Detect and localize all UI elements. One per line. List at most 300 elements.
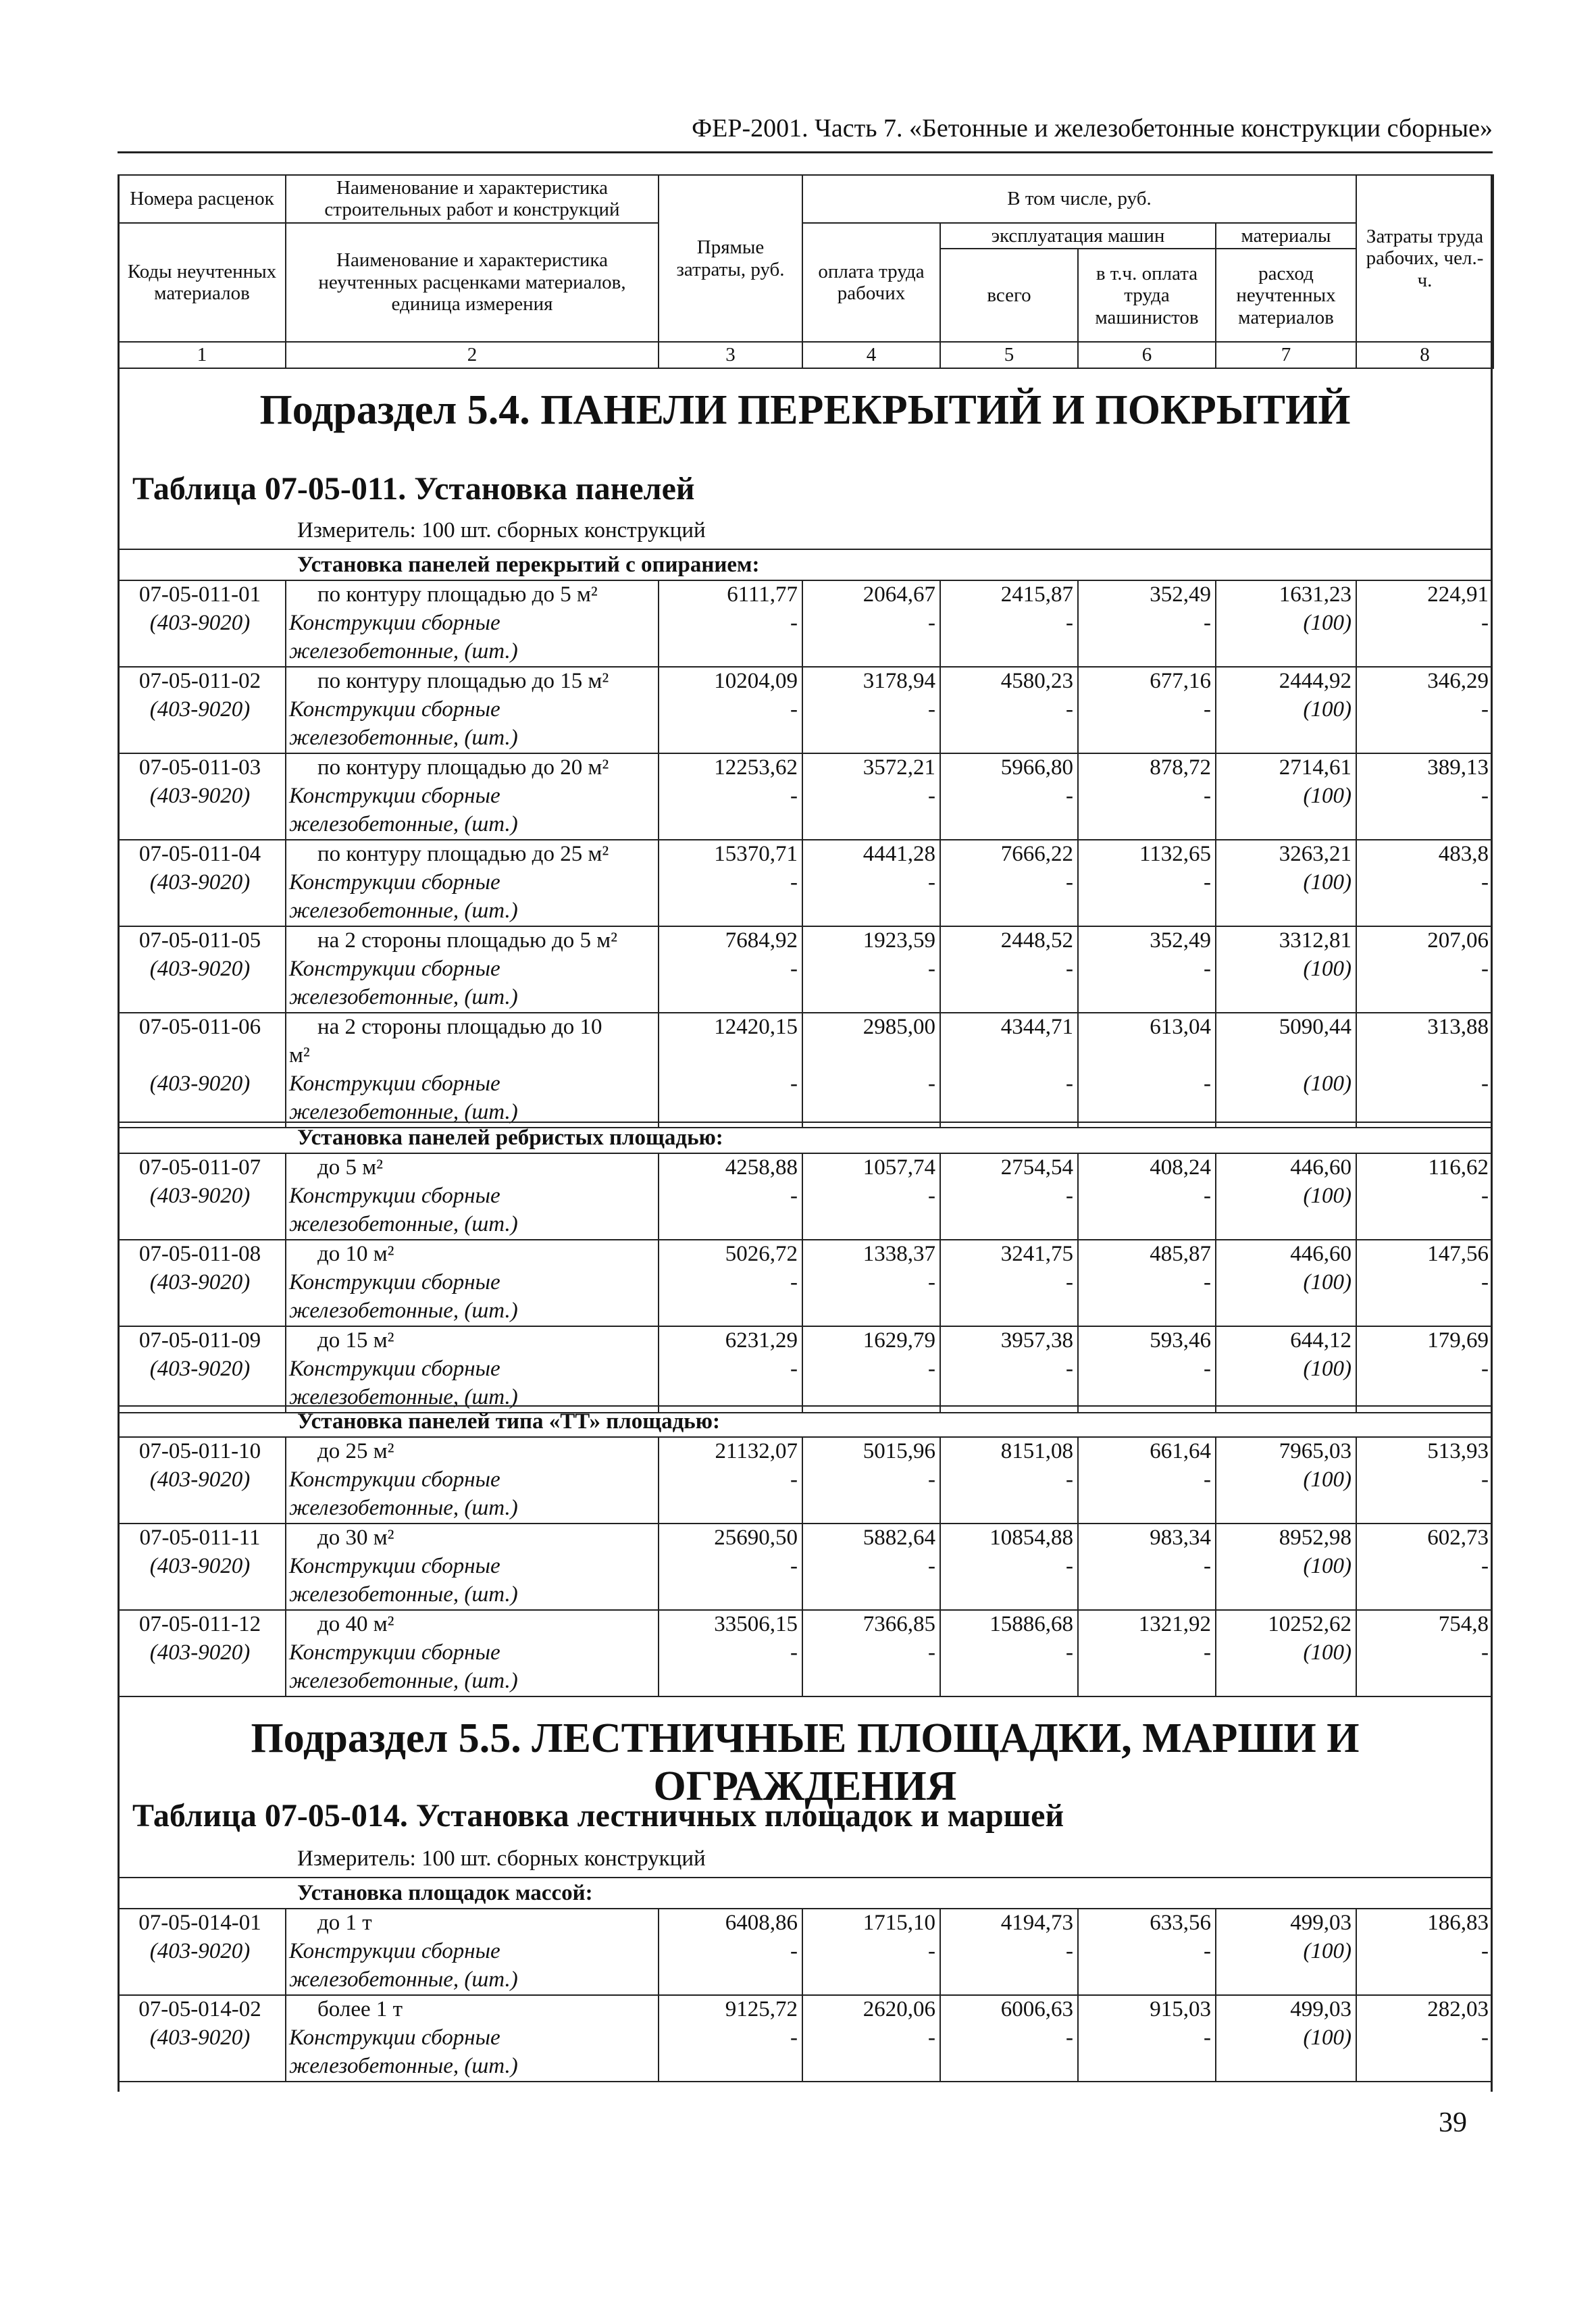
column-divider [802, 1239, 803, 1326]
column-divider [1356, 1609, 1357, 1696]
material-qty: (100) [1303, 2026, 1352, 2050]
value-dash: - [790, 611, 798, 635]
column-divider [802, 926, 803, 1012]
section-title: Подраздел 5.5. ЛЕСТНИЧНЫЕ ПЛОЩАДКИ, МАРШИ И ОГРАЖДЕНИЯ [251, 1715, 1360, 1809]
material-name: железобетонные, (шт.) [289, 726, 518, 750]
column-divider [658, 1436, 659, 1523]
material-code: (403-9020) [149, 697, 251, 722]
value-dash: - [1066, 1072, 1073, 1096]
rate-description: по контуру площадью до 25 м² [317, 842, 609, 866]
table-row-rule [118, 1908, 1493, 1909]
value-dash: - [790, 1467, 798, 1492]
value-cell: 313,88 [1427, 1015, 1489, 1039]
value-dash: - [1066, 870, 1073, 895]
material-name: железобетонные, (шт.) [289, 1496, 518, 1520]
value-cell: 7666,22 [1000, 842, 1073, 866]
header-direct: Прямые затраты, руб. [659, 175, 802, 342]
rate-code: 07-05-011-02 [138, 669, 261, 693]
rate-description: до 40 м² [317, 1612, 394, 1636]
rate-code: 07-05-011-01 [138, 582, 261, 607]
column-divider [1356, 1436, 1357, 1523]
value-dash: - [928, 1270, 935, 1294]
column-divider [285, 1326, 286, 1412]
column-divider [1356, 1523, 1357, 1609]
table-row-rule [118, 753, 1493, 754]
column-divider [939, 1239, 941, 1326]
value-dash: - [1204, 957, 1211, 981]
column-divider [1215, 1326, 1216, 1412]
value-cell: 513,93 [1427, 1439, 1489, 1463]
rate-code: 07-05-011-12 [138, 1612, 261, 1636]
material-qty: (100) [1303, 1270, 1352, 1294]
value-dash: - [1066, 1184, 1073, 1208]
value-cell: 4580,23 [1000, 669, 1073, 693]
header-machines: эксплуатация машин [940, 223, 1216, 249]
material-code: (403-9020) [149, 1640, 251, 1665]
column-divider [1077, 1326, 1079, 1412]
material-name: Конструкции сборные [289, 2026, 500, 2050]
value-dash: - [1204, 1939, 1211, 1963]
material-code: (403-9020) [149, 611, 251, 635]
material-code: (403-9020) [149, 1184, 251, 1208]
value-dash: - [1066, 1939, 1073, 1963]
table-row-rule [118, 839, 1493, 840]
header-material-names: Наименование и характеристика неучтенных расценками материалов, единица измерения [286, 223, 659, 342]
value-dash: - [790, 2026, 798, 2050]
material-name: железобетонные, (шт.) [289, 1582, 518, 1607]
value-cell: 633,56 [1150, 1911, 1211, 1935]
value-cell: 12253,62 [714, 755, 798, 780]
value-cell: 485,87 [1150, 1242, 1211, 1266]
material-code: (403-9020) [149, 1939, 251, 1963]
material-qty: (100) [1303, 1072, 1352, 1096]
value-cell: 2448,52 [1000, 928, 1073, 953]
value-dash: - [1481, 611, 1489, 635]
page-number: 39 [1439, 2107, 1467, 2138]
value-dash: - [928, 1184, 935, 1208]
value-dash: - [1204, 870, 1211, 895]
column-divider [802, 839, 803, 926]
column-divider [802, 753, 803, 839]
material-qty: (100) [1303, 784, 1352, 808]
rate-code: 07-05-011-11 [139, 1526, 261, 1550]
column-divider [1077, 926, 1079, 1012]
value-dash: - [1481, 957, 1489, 981]
value-cell: 352,49 [1150, 582, 1211, 607]
column-divider [285, 1609, 286, 1696]
group-rule [118, 1405, 1493, 1407]
value-dash: - [1066, 957, 1073, 981]
table-row-rule [118, 580, 1493, 581]
column-divider [1077, 753, 1079, 839]
value-dash: - [1481, 1939, 1489, 1963]
value-cell: 1629,79 [863, 1328, 935, 1353]
column-divider [658, 666, 659, 753]
value-cell: 9125,72 [725, 1997, 798, 2021]
value-cell: 7965,03 [1279, 1439, 1352, 1463]
column-divider [658, 1153, 659, 1239]
material-code: (403-9020) [149, 1270, 251, 1294]
value-cell: 186,83 [1427, 1911, 1489, 1935]
material-name: железобетонные, (шт.) [289, 1385, 518, 1409]
group-title: Установка панелей ребристых площадью: [297, 1126, 723, 1150]
column-divider [285, 1153, 286, 1239]
value-cell: 5090,44 [1279, 1015, 1352, 1039]
column-divider [1356, 753, 1357, 839]
material-qty: (100) [1303, 1467, 1352, 1492]
value-cell: 10854,88 [989, 1526, 1073, 1550]
column-divider [658, 839, 659, 926]
value-cell: 3572,21 [863, 755, 935, 780]
value-cell: 7366,85 [863, 1612, 935, 1636]
section-title: Подраздел 5.4. ПАНЕЛИ ПЕРЕКРЫТИЙ И ПОКРЫТИЙ [259, 387, 1351, 433]
value-dash: - [928, 1467, 935, 1492]
rate-code: 07-05-011-06 [138, 1015, 261, 1039]
material-name: Конструкции сборные [289, 1640, 500, 1665]
running-head: ФЕР-2001. Часть 7. «Бетонные и железобетонные конструкции сборные» [692, 114, 1493, 143]
value-cell: 389,13 [1427, 755, 1489, 780]
value-dash: - [928, 2026, 935, 2050]
column-divider [802, 1326, 803, 1412]
column-divider [1077, 1239, 1079, 1326]
value-dash: - [790, 1554, 798, 1578]
material-code: (403-9020) [149, 784, 251, 808]
column-divider [1356, 1908, 1357, 1994]
value-dash: - [928, 870, 935, 895]
column-divider [1077, 1523, 1079, 1609]
rate-description: на 2 стороны площадью до 10 [317, 1015, 602, 1039]
column-divider [1077, 580, 1079, 666]
value-cell: 10204,09 [714, 669, 798, 693]
column-divider [939, 1994, 941, 2081]
value-dash: - [790, 1939, 798, 1963]
material-code: (403-9020) [149, 957, 251, 981]
group-rule [118, 549, 1493, 550]
col-num: 2 [286, 342, 659, 368]
value-cell: 593,46 [1150, 1328, 1211, 1353]
column-divider [939, 839, 941, 926]
value-dash: - [1481, 1184, 1489, 1208]
rate-code: 07-05-011-08 [138, 1242, 261, 1266]
column-divider [285, 1239, 286, 1326]
col-num: 3 [659, 342, 802, 368]
value-dash: - [1481, 1554, 1489, 1578]
column-divider [802, 580, 803, 666]
column-divider [939, 1523, 941, 1609]
value-cell: 5026,72 [725, 1242, 798, 1266]
value-dash: - [928, 611, 935, 635]
material-name: Конструкции сборные [289, 870, 500, 895]
group-title: Установка панелей типа «ТТ» площадью: [297, 1409, 720, 1434]
value-cell: 499,03 [1290, 1997, 1352, 2021]
column-divider [939, 1908, 941, 1994]
header-materials: материалы [1216, 223, 1356, 249]
value-cell: 613,04 [1150, 1015, 1211, 1039]
rate-code: 07-05-011-09 [138, 1328, 261, 1353]
value-dash: - [1066, 1467, 1073, 1492]
rate-code: 07-05-011-10 [138, 1439, 261, 1463]
column-divider [802, 1436, 803, 1523]
value-dash: - [1066, 1554, 1073, 1578]
column-divider [1077, 1436, 1079, 1523]
value-cell: 10252,62 [1268, 1612, 1352, 1636]
material-qty: (100) [1303, 1357, 1352, 1381]
value-dash: - [790, 1357, 798, 1381]
column-divider [1215, 1994, 1216, 2081]
group-bottom-rule [118, 2081, 1493, 2082]
material-qty: (100) [1303, 1184, 1352, 1208]
value-cell: 446,60 [1290, 1242, 1352, 1266]
column-divider [939, 666, 941, 753]
table-header [118, 174, 1494, 369]
material-qty: (100) [1303, 870, 1352, 895]
column-divider [285, 1436, 286, 1523]
column-divider [939, 1326, 941, 1412]
column-divider [285, 753, 286, 839]
column-divider [1077, 1908, 1079, 1994]
rate-description: более 1 т [317, 1997, 403, 2021]
value-dash: - [1204, 1357, 1211, 1381]
value-dash: - [1481, 784, 1489, 808]
col-num: 5 [940, 342, 1078, 368]
rate-description: до 1 т [317, 1911, 372, 1935]
column-divider [1356, 580, 1357, 666]
value-cell: 915,03 [1150, 1997, 1211, 2021]
rate-description: по контуру площадью до 15 м² [317, 669, 609, 693]
value-cell: 116,62 [1428, 1155, 1489, 1180]
value-dash: - [1481, 697, 1489, 722]
column-divider [658, 753, 659, 839]
value-cell: 1321,92 [1138, 1612, 1211, 1636]
value-cell: 661,64 [1150, 1439, 1211, 1463]
rate-code: 07-05-011-04 [138, 842, 261, 866]
col-num: 4 [802, 342, 940, 368]
column-divider [1215, 1609, 1216, 1696]
value-cell: 282,03 [1427, 1997, 1489, 2021]
value-cell: 1132,65 [1139, 842, 1211, 866]
value-dash: - [1481, 870, 1489, 895]
value-cell: 408,24 [1150, 1155, 1211, 1180]
value-dash: - [1066, 611, 1073, 635]
value-dash: - [1066, 784, 1073, 808]
column-divider [658, 1326, 659, 1412]
column-divider [1215, 1523, 1216, 1609]
column-divider [1215, 666, 1216, 753]
material-code: (403-9020) [149, 1554, 251, 1578]
value-dash: - [790, 957, 798, 981]
value-cell: 6006,63 [1000, 1997, 1073, 2021]
value-dash: - [790, 1072, 798, 1096]
value-dash: - [928, 784, 935, 808]
table-row-rule [118, 1436, 1493, 1438]
value-cell: 33506,15 [714, 1612, 798, 1636]
value-cell: 3957,38 [1000, 1328, 1073, 1353]
value-dash: - [1204, 1184, 1211, 1208]
value-dash: - [928, 1939, 935, 1963]
value-cell: 1631,23 [1279, 582, 1352, 607]
value-cell: 754,8 [1438, 1612, 1489, 1636]
column-divider [939, 926, 941, 1012]
column-divider [802, 1153, 803, 1239]
table-row-rule [118, 1153, 1493, 1154]
value-dash: - [790, 1184, 798, 1208]
column-divider [1215, 580, 1216, 666]
table-row-rule [118, 1994, 1493, 1996]
table-row-rule [118, 1239, 1493, 1240]
column-divider [939, 1012, 941, 1127]
material-name: Конструкции сборные [289, 1939, 500, 1963]
value-cell: 352,49 [1150, 928, 1211, 953]
col-num: 1 [118, 342, 286, 368]
value-cell: 147,56 [1427, 1242, 1489, 1266]
table-row-rule [118, 1012, 1493, 1013]
value-cell: 2620,06 [863, 1997, 935, 2021]
material-name: Конструкции сборные [289, 1357, 500, 1381]
column-divider [1215, 753, 1216, 839]
header-machines-labor: в т.ч. оплата труда машинистов [1078, 249, 1216, 342]
column-divider [658, 1908, 659, 1994]
value-dash: - [928, 697, 935, 722]
material-code: (403-9020) [149, 1467, 251, 1492]
value-dash: - [928, 1554, 935, 1578]
value-cell: 483,8 [1438, 842, 1489, 866]
value-dash: - [928, 1072, 935, 1096]
column-divider [285, 926, 286, 1012]
column-divider [1215, 926, 1216, 1012]
rate-description: до 30 м² [317, 1526, 394, 1550]
value-cell: 2714,61 [1279, 755, 1352, 780]
value-cell: 2985,00 [863, 1015, 935, 1039]
header-labor-pay: оплата труда рабочих [802, 223, 940, 342]
col-num: 7 [1216, 342, 1356, 368]
material-name: железобетонные, (шт.) [289, 1967, 518, 1992]
column-divider [1077, 1012, 1079, 1127]
column-divider [802, 1908, 803, 1994]
column-divider [285, 1908, 286, 1994]
value-cell: 2415,87 [1000, 582, 1073, 607]
value-cell: 179,69 [1427, 1328, 1489, 1353]
material-qty: (100) [1303, 611, 1352, 635]
rate-description: до 15 м² [317, 1328, 394, 1353]
table-row-rule [118, 1523, 1493, 1524]
rate-description-cont: м² [289, 1043, 310, 1067]
value-cell: 1715,10 [863, 1911, 935, 1935]
value-dash: - [1481, 1467, 1489, 1492]
value-dash: - [1481, 1640, 1489, 1665]
value-cell: 15886,68 [989, 1612, 1073, 1636]
column-divider [1356, 926, 1357, 1012]
group-title: Установка площадок массой: [297, 1881, 593, 1905]
column-divider [285, 666, 286, 753]
column-divider [285, 580, 286, 666]
value-cell: 878,72 [1150, 755, 1211, 780]
material-code: (403-9020) [149, 870, 251, 895]
rate-code: 07-05-011-03 [138, 755, 261, 780]
group-bottom-rule [118, 1696, 1493, 1697]
column-divider [658, 580, 659, 666]
column-divider [802, 1994, 803, 2081]
rate-description: по контуру площадью до 5 м² [317, 582, 598, 607]
value-cell: 644,12 [1290, 1328, 1352, 1353]
material-name: железобетонные, (шт.) [289, 639, 518, 663]
value-cell: 983,34 [1150, 1526, 1211, 1550]
material-name: Конструкции сборные [289, 1184, 500, 1208]
column-divider [1215, 1239, 1216, 1326]
material-code: (403-9020) [149, 1072, 251, 1096]
table-title: Таблица 07-05-014. Установка лестничных площадок и маршей [132, 1798, 1064, 1834]
header-material-codes: Коды неучтенных материалов [118, 223, 286, 342]
column-divider [939, 1153, 941, 1239]
rate-description: до 5 м² [317, 1155, 384, 1180]
column-divider [658, 1994, 659, 2081]
value-cell: 224,91 [1427, 582, 1489, 607]
material-name: железобетонные, (шт.) [289, 812, 518, 836]
value-cell: 25690,50 [714, 1526, 798, 1550]
column-divider [1077, 1609, 1079, 1696]
value-cell: 2444,92 [1279, 669, 1352, 693]
meter-label: Измеритель: 100 шт. сборных конструкций [297, 518, 706, 543]
value-dash: - [1066, 1357, 1073, 1381]
material-name: Конструкции сборные [289, 784, 500, 808]
column-divider [1215, 839, 1216, 926]
column-divider [939, 1609, 941, 1696]
column-divider [1356, 1326, 1357, 1412]
column-divider [1077, 839, 1079, 926]
rate-code: 07-05-011-07 [138, 1155, 261, 1180]
column-divider [285, 1012, 286, 1127]
column-divider [1356, 839, 1357, 926]
rate-code: 07-05-014-02 [138, 1997, 261, 2021]
value-dash: - [1204, 611, 1211, 635]
value-cell: 12420,15 [714, 1015, 798, 1039]
value-cell: 5882,64 [863, 1526, 935, 1550]
value-dash: - [928, 1357, 935, 1381]
material-qty: (100) [1303, 1939, 1352, 1963]
header-labor-cost: Затраты труда рабочих, чел.-ч. [1356, 175, 1493, 342]
group-rule [118, 1122, 1493, 1123]
column-divider [658, 926, 659, 1012]
value-cell: 2754,54 [1000, 1155, 1073, 1180]
value-cell: 7684,92 [725, 928, 798, 953]
material-name: Конструкции сборные [289, 1467, 500, 1492]
value-dash: - [1481, 1072, 1489, 1096]
value-cell: 6111,77 [727, 582, 798, 607]
column-divider [1077, 666, 1079, 753]
column-divider [939, 580, 941, 666]
table-row-rule [118, 926, 1493, 927]
rate-code: 07-05-011-05 [138, 928, 261, 953]
material-code: (403-9020) [149, 1357, 251, 1381]
value-cell: 2064,67 [863, 582, 935, 607]
col-num: 6 [1078, 342, 1216, 368]
group-title: Установка панелей перекрытий с опиранием: [297, 553, 760, 577]
column-divider [939, 753, 941, 839]
value-cell: 1923,59 [863, 928, 935, 953]
value-dash: - [1204, 1554, 1211, 1578]
column-divider [1356, 666, 1357, 753]
column-divider [1215, 1153, 1216, 1239]
meter-label: Измеритель: 100 шт. сборных конструкций [297, 1846, 706, 1871]
value-cell: 6408,86 [725, 1911, 798, 1935]
material-qty: (100) [1303, 1640, 1352, 1665]
value-cell: 6231,29 [725, 1328, 798, 1353]
value-dash: - [1066, 697, 1073, 722]
value-cell: 21132,07 [715, 1439, 798, 1463]
column-divider [658, 1012, 659, 1127]
value-cell: 8952,98 [1279, 1526, 1352, 1550]
table-row-rule [118, 1609, 1493, 1611]
column-divider [658, 1239, 659, 1326]
